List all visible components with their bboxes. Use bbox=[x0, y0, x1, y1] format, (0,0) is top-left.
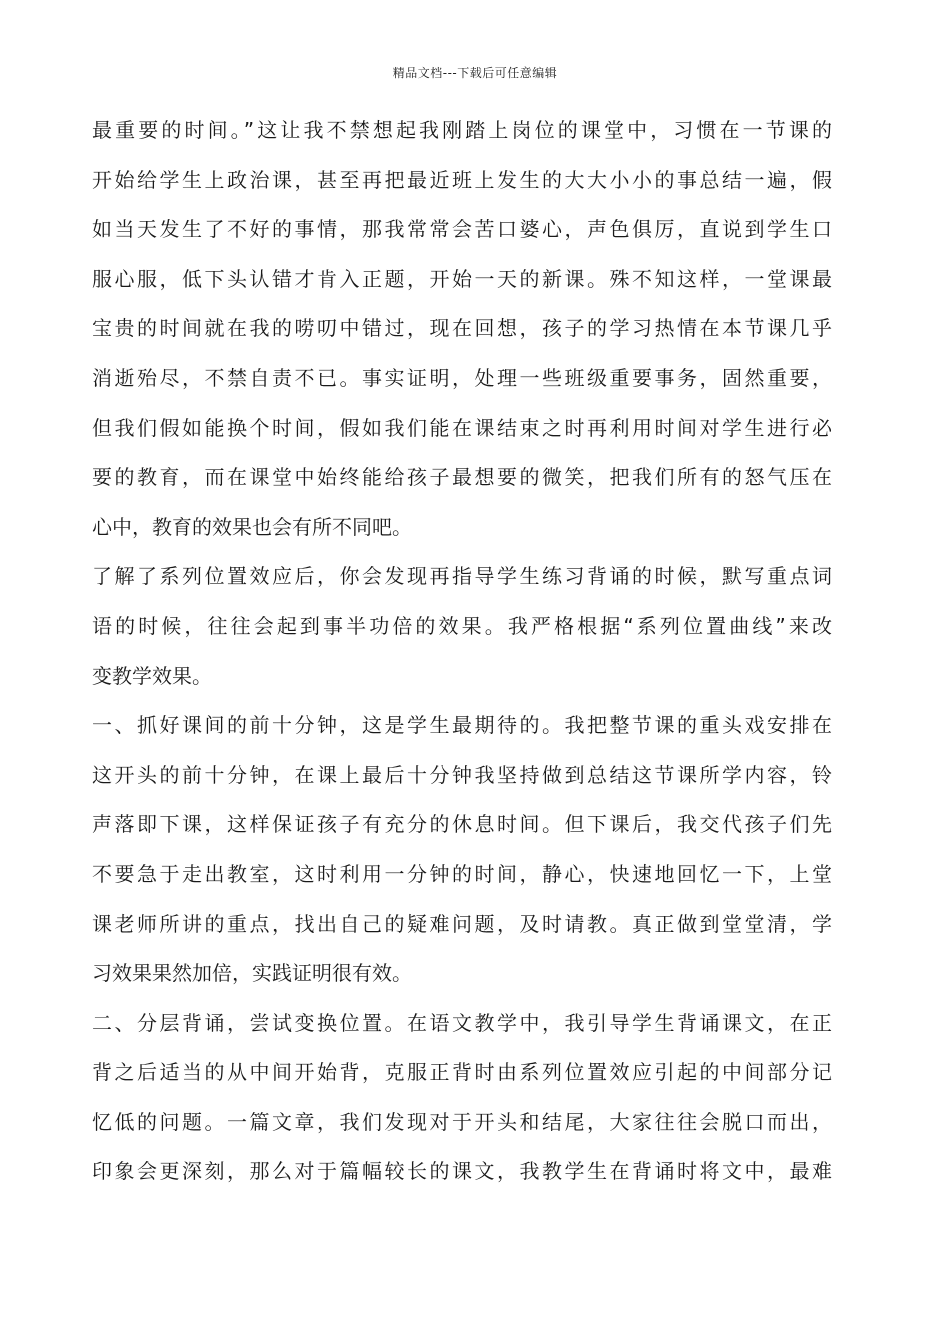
text-line: 一、抓好课间的前十分钟，这是学生最期待的。我把整节课的重头戏安排在 bbox=[92, 713, 832, 738]
text-line: 课老师所讲的重点，找出自己的疑难问题，及时请教。真正做到堂堂清，学 bbox=[92, 911, 832, 936]
text-line: 二、分层背诵，尝试变换位置。在语文教学中，我引导学生背诵课文，在正 bbox=[92, 1010, 832, 1035]
text-line: 宝贵的时间就在我的唠叨中错过，现在回想，孩子的学习热情在本节课几乎 bbox=[92, 316, 832, 341]
text-line: 了解了系列位置效应后，你会发现再指导学生练习背诵的时候，默写重点词 bbox=[92, 564, 832, 589]
text-line: 声落即下课，这样保证孩子有充分的休息时间。但下课后，我交代孩子们先 bbox=[92, 812, 832, 837]
text-line: 消逝殆尽，不禁自责不已。事实证明，处理一些班级重要事务，固然重要， bbox=[92, 365, 832, 390]
page-header: 精品文档---下载后可任意编辑 bbox=[392, 66, 558, 80]
text-line: 印象会更深刻，那么对于篇幅较长的课文，我教学生在背诵时将文中，最难 bbox=[92, 1159, 832, 1184]
text-line: 习效果果然加倍，实践证明很有效。 bbox=[92, 961, 412, 986]
text-line: 要的教育，而在课堂中始终能给孩子最想要的微笑，把我们所有的怒气压在 bbox=[92, 465, 832, 490]
text-line: 变教学效果。 bbox=[92, 663, 212, 688]
text-line: 最重要的时间。”这让我不禁想起我刚踏上岗位的课堂中，习惯在一节课的 bbox=[92, 118, 832, 142]
text-line: 如当天发生了不好的事情，那我常常会苦口婆心，声色俱厉，直说到学生口 bbox=[92, 217, 832, 242]
text-line: 不要急于走出教室，这时利用一分钟的时间，静心，快速地回忆一下，上堂 bbox=[92, 861, 832, 886]
text-line: 语的时候，往往会起到事半功倍的效果。我严格根据“系列位置曲线”来改 bbox=[92, 613, 832, 638]
text-line: 心中，教育的效果也会有所不同吧。 bbox=[92, 514, 412, 539]
document-body bbox=[92, 106, 832, 1197]
text-line: 背之后适当的从中间开始背，克服正背时由系列位置效应引起的中间部分记 bbox=[92, 1060, 832, 1085]
text-line: 忆低的问题。一篇文章，我们发现对于开头和结尾，大家往往会脱口而出， bbox=[92, 1109, 832, 1134]
text-line: 服心服，低下头认错才肯入正题，开始一天的新课。殊不知这样，一堂课最 bbox=[92, 266, 832, 291]
text-line: 但我们假如能换个时间，假如我们能在课结束之时再利用时间对学生进行必 bbox=[92, 415, 832, 440]
text-line: 这开头的前十分钟，在课上最后十分钟我坚持做到总结这节课所学内容，铃 bbox=[92, 762, 832, 787]
text-line: 开始给学生上政治课，甚至再把最近班上发生的大大小小的事总结一遍，假 bbox=[92, 167, 832, 192]
